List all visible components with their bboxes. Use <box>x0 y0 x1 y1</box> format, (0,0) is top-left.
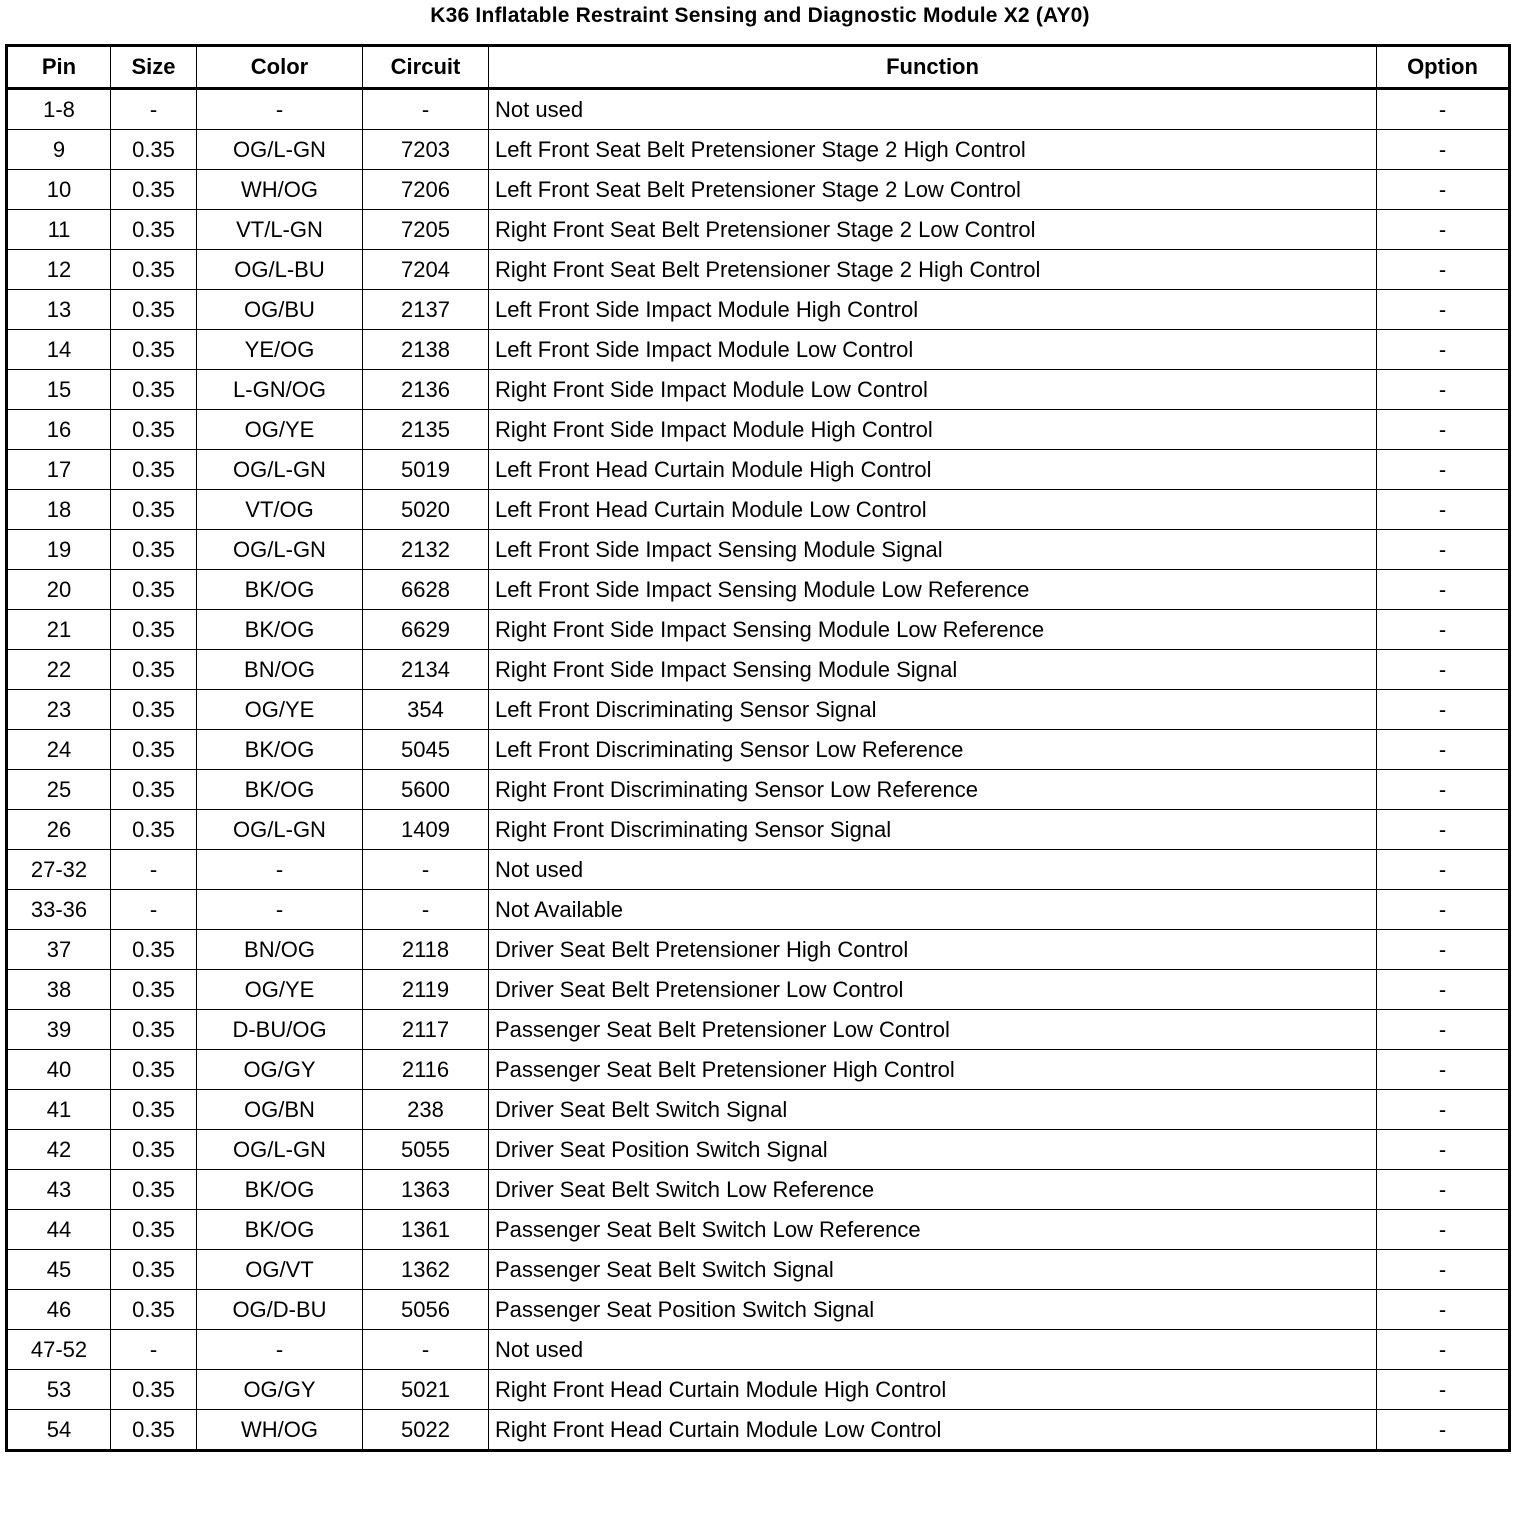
cell-size: 0.35 <box>111 410 197 450</box>
cell-pin: 54 <box>7 1410 111 1451</box>
cell-option: - <box>1377 1130 1510 1170</box>
cell-size: 0.35 <box>111 1410 197 1451</box>
table-row <box>7 810 1510 850</box>
cell-function: Left Front Head Curtain Module Low Control <box>489 490 1377 530</box>
table-row <box>7 410 1510 450</box>
header-row <box>7 46 1510 89</box>
cell-color: YE/OG <box>197 330 363 370</box>
table-row <box>7 650 1510 690</box>
cell-function: Driver Seat Position Switch Signal <box>489 1130 1377 1170</box>
cell-size: - <box>111 1330 197 1370</box>
cell-size: 0.35 <box>111 250 197 290</box>
table-row <box>7 1370 1510 1410</box>
cell-option: - <box>1377 930 1510 970</box>
cell-size: 0.35 <box>111 810 197 850</box>
cell-circuit: 7203 <box>363 130 489 170</box>
cell-circuit: - <box>363 1330 489 1370</box>
cell-pin: 47-52 <box>7 1330 111 1370</box>
header-circuit: Circuit <box>363 46 489 89</box>
cell-size: 0.35 <box>111 930 197 970</box>
cell-option: - <box>1377 1170 1510 1210</box>
cell-circuit: 2132 <box>363 530 489 570</box>
header-color: Color <box>197 46 363 89</box>
cell-circuit: 2118 <box>363 930 489 970</box>
cell-circuit: 6628 <box>363 570 489 610</box>
table-row <box>7 1050 1510 1090</box>
cell-color: OG/L-GN <box>197 130 363 170</box>
header-function: Function <box>489 46 1377 89</box>
cell-option: - <box>1377 890 1510 930</box>
cell-circuit: 2135 <box>363 410 489 450</box>
cell-function: Left Front Seat Belt Pretensioner Stage 2 High Control <box>489 130 1377 170</box>
cell-option: - <box>1377 690 1510 730</box>
cell-size: 0.35 <box>111 570 197 610</box>
cell-function: Not used <box>489 89 1377 130</box>
cell-color: OG/BU <box>197 290 363 330</box>
cell-circuit: 2138 <box>363 330 489 370</box>
cell-color: BK/OG <box>197 610 363 650</box>
cell-option: - <box>1377 730 1510 770</box>
cell-pin: 9 <box>7 130 111 170</box>
cell-function: Not used <box>489 850 1377 890</box>
cell-size: 0.35 <box>111 290 197 330</box>
cell-option: - <box>1377 570 1510 610</box>
cell-circuit: - <box>363 850 489 890</box>
table-row <box>7 1410 1510 1451</box>
table-row <box>7 690 1510 730</box>
cell-option: - <box>1377 810 1510 850</box>
cell-circuit: 5600 <box>363 770 489 810</box>
table-row <box>7 490 1510 530</box>
cell-size: 0.35 <box>111 370 197 410</box>
cell-function: Left Front Discriminating Sensor Low Reference <box>489 730 1377 770</box>
cell-function: Driver Seat Belt Switch Signal <box>489 1090 1377 1130</box>
cell-option: - <box>1377 210 1510 250</box>
cell-function: Left Front Side Impact Module High Control <box>489 290 1377 330</box>
table-row <box>7 730 1510 770</box>
cell-color: OG/VT <box>197 1250 363 1290</box>
cell-pin: 14 <box>7 330 111 370</box>
cell-option: - <box>1377 1290 1510 1330</box>
cell-option: - <box>1377 650 1510 690</box>
cell-color: WH/OG <box>197 170 363 210</box>
cell-option: - <box>1377 1010 1510 1050</box>
cell-pin: 21 <box>7 610 111 650</box>
table-row <box>7 970 1510 1010</box>
cell-color: OG/BN <box>197 1090 363 1130</box>
table-row <box>7 210 1510 250</box>
cell-circuit: 7206 <box>363 170 489 210</box>
cell-size: 0.35 <box>111 330 197 370</box>
cell-circuit: 5021 <box>363 1370 489 1410</box>
cell-pin: 33-36 <box>7 890 111 930</box>
cell-option: - <box>1377 1330 1510 1370</box>
pinout-table <box>5 44 1511 1452</box>
cell-circuit: 2119 <box>363 970 489 1010</box>
cell-circuit: 2136 <box>363 370 489 410</box>
cell-color: - <box>197 1330 363 1370</box>
cell-pin: 25 <box>7 770 111 810</box>
cell-circuit: 2117 <box>363 1010 489 1050</box>
cell-color: OG/L-GN <box>197 450 363 490</box>
cell-option: - <box>1377 450 1510 490</box>
cell-pin: 17 <box>7 450 111 490</box>
cell-circuit: 2116 <box>363 1050 489 1090</box>
cell-circuit: 354 <box>363 690 489 730</box>
cell-option: - <box>1377 770 1510 810</box>
table-header <box>7 46 1510 89</box>
cell-option: - <box>1377 330 1510 370</box>
cell-color: OG/YE <box>197 690 363 730</box>
cell-size: 0.35 <box>111 610 197 650</box>
table-row <box>7 930 1510 970</box>
cell-pin: 24 <box>7 730 111 770</box>
cell-color: L-GN/OG <box>197 370 363 410</box>
cell-function: Left Front Side Impact Module Low Control <box>489 330 1377 370</box>
cell-pin: 46 <box>7 1290 111 1330</box>
cell-option: - <box>1377 610 1510 650</box>
table-row <box>7 370 1510 410</box>
header-size: Size <box>111 46 197 89</box>
cell-pin: 39 <box>7 1010 111 1050</box>
cell-size: - <box>111 89 197 130</box>
cell-function: Right Front Side Impact Sensing Module Signal <box>489 650 1377 690</box>
cell-function: Left Front Seat Belt Pretensioner Stage 2 Low Control <box>489 170 1377 210</box>
table-row <box>7 250 1510 290</box>
cell-function: Not Available <box>489 890 1377 930</box>
cell-size: - <box>111 890 197 930</box>
cell-color: VT/L-GN <box>197 210 363 250</box>
cell-circuit: 2134 <box>363 650 489 690</box>
cell-circuit: 5020 <box>363 490 489 530</box>
cell-size: 0.35 <box>111 1210 197 1250</box>
table-row <box>7 1290 1510 1330</box>
cell-option: - <box>1377 1410 1510 1451</box>
cell-size: 0.35 <box>111 530 197 570</box>
cell-pin: 41 <box>7 1090 111 1130</box>
cell-size: 0.35 <box>111 490 197 530</box>
cell-circuit: 5022 <box>363 1410 489 1451</box>
cell-color: BK/OG <box>197 1210 363 1250</box>
cell-color: OG/D-BU <box>197 1290 363 1330</box>
cell-pin: 38 <box>7 970 111 1010</box>
cell-pin: 42 <box>7 1130 111 1170</box>
cell-function: Passenger Seat Belt Switch Low Reference <box>489 1210 1377 1250</box>
cell-circuit: 1361 <box>363 1210 489 1250</box>
cell-option: - <box>1377 530 1510 570</box>
cell-function: Right Front Discriminating Sensor Signal <box>489 810 1377 850</box>
cell-circuit: 238 <box>363 1090 489 1130</box>
cell-color: OG/YE <box>197 970 363 1010</box>
table-row <box>7 170 1510 210</box>
cell-color: OG/YE <box>197 410 363 450</box>
cell-circuit: 6629 <box>363 610 489 650</box>
cell-color: BN/OG <box>197 650 363 690</box>
cell-size: 0.35 <box>111 450 197 490</box>
cell-size: 0.35 <box>111 970 197 1010</box>
cell-option: - <box>1377 1090 1510 1130</box>
cell-function: Right Front Side Impact Sensing Module Low Reference <box>489 610 1377 650</box>
cell-function: Passenger Seat Belt Pretensioner High Control <box>489 1050 1377 1090</box>
cell-option: - <box>1377 170 1510 210</box>
cell-pin: 19 <box>7 530 111 570</box>
cell-option: - <box>1377 89 1510 130</box>
cell-function: Left Front Head Curtain Module High Control <box>489 450 1377 490</box>
cell-option: - <box>1377 410 1510 450</box>
cell-size: - <box>111 850 197 890</box>
cell-pin: 22 <box>7 650 111 690</box>
cell-option: - <box>1377 490 1510 530</box>
cell-option: - <box>1377 250 1510 290</box>
cell-color: - <box>197 89 363 130</box>
table-row <box>7 450 1510 490</box>
cell-function: Left Front Discriminating Sensor Signal <box>489 690 1377 730</box>
cell-color: - <box>197 850 363 890</box>
cell-option: - <box>1377 1050 1510 1090</box>
cell-circuit: 5055 <box>363 1130 489 1170</box>
cell-option: - <box>1377 1210 1510 1250</box>
cell-size: 0.35 <box>111 1170 197 1210</box>
cell-function: Passenger Seat Belt Pretensioner Low Control <box>489 1010 1377 1050</box>
cell-option: - <box>1377 970 1510 1010</box>
table-row <box>7 1250 1510 1290</box>
cell-function: Right Front Head Curtain Module High Control <box>489 1370 1377 1410</box>
cell-option: - <box>1377 370 1510 410</box>
cell-option: - <box>1377 1370 1510 1410</box>
table-row <box>7 770 1510 810</box>
cell-circuit: 2137 <box>363 290 489 330</box>
table-row <box>7 530 1510 570</box>
table-row <box>7 130 1510 170</box>
cell-function: Left Front Side Impact Sensing Module Signal <box>489 530 1377 570</box>
cell-function: Driver Seat Belt Switch Low Reference <box>489 1170 1377 1210</box>
cell-pin: 10 <box>7 170 111 210</box>
cell-pin: 1-8 <box>7 89 111 130</box>
cell-color: BN/OG <box>197 930 363 970</box>
cell-function: Right Front Side Impact Module Low Control <box>489 370 1377 410</box>
cell-size: 0.35 <box>111 1090 197 1130</box>
cell-size: 0.35 <box>111 210 197 250</box>
cell-color: OG/GY <box>197 1370 363 1410</box>
cell-function: Not used <box>489 1330 1377 1370</box>
table-row <box>7 1210 1510 1250</box>
cell-color: BK/OG <box>197 770 363 810</box>
cell-color: OG/L-BU <box>197 250 363 290</box>
cell-option: - <box>1377 1250 1510 1290</box>
table-row <box>7 610 1510 650</box>
cell-color: BK/OG <box>197 1170 363 1210</box>
cell-option: - <box>1377 130 1510 170</box>
cell-function: Right Front Side Impact Module High Control <box>489 410 1377 450</box>
table-row <box>7 1330 1510 1370</box>
cell-pin: 37 <box>7 930 111 970</box>
table-row <box>7 850 1510 890</box>
cell-color: OG/L-GN <box>197 530 363 570</box>
cell-circuit: 7204 <box>363 250 489 290</box>
cell-pin: 23 <box>7 690 111 730</box>
cell-pin: 43 <box>7 1170 111 1210</box>
cell-color: OG/L-GN <box>197 810 363 850</box>
cell-function: Right Front Discriminating Sensor Low Reference <box>489 770 1377 810</box>
table-row <box>7 1090 1510 1130</box>
cell-pin: 44 <box>7 1210 111 1250</box>
cell-circuit: 7205 <box>363 210 489 250</box>
cell-color: - <box>197 890 363 930</box>
cell-function: Passenger Seat Position Switch Signal <box>489 1290 1377 1330</box>
cell-pin: 53 <box>7 1370 111 1410</box>
cell-pin: 20 <box>7 570 111 610</box>
cell-color: BK/OG <box>197 570 363 610</box>
cell-size: 0.35 <box>111 1010 197 1050</box>
cell-color: VT/OG <box>197 490 363 530</box>
cell-pin: 26 <box>7 810 111 850</box>
cell-function: Right Front Seat Belt Pretensioner Stage 2 High Control <box>489 250 1377 290</box>
cell-circuit: - <box>363 890 489 930</box>
cell-size: 0.35 <box>111 690 197 730</box>
cell-option: - <box>1377 290 1510 330</box>
table-row <box>7 890 1510 930</box>
table-body <box>7 89 1510 1451</box>
cell-pin: 13 <box>7 290 111 330</box>
cell-circuit: - <box>363 89 489 130</box>
table-row <box>7 290 1510 330</box>
cell-pin: 27-32 <box>7 850 111 890</box>
cell-size: 0.35 <box>111 170 197 210</box>
cell-option: - <box>1377 850 1510 890</box>
cell-function: Passenger Seat Belt Switch Signal <box>489 1250 1377 1290</box>
cell-color: OG/GY <box>197 1050 363 1090</box>
cell-color: WH/OG <box>197 1410 363 1451</box>
cell-function: Right Front Head Curtain Module Low Control <box>489 1410 1377 1451</box>
table-row <box>7 330 1510 370</box>
cell-circuit: 5019 <box>363 450 489 490</box>
cell-size: 0.35 <box>111 1130 197 1170</box>
cell-function: Right Front Seat Belt Pretensioner Stage 2 Low Control <box>489 210 1377 250</box>
page-title: K36 Inflatable Restraint Sensing and Diagnostic Module X2 (AY0) <box>430 4 1090 27</box>
cell-circuit: 1362 <box>363 1250 489 1290</box>
cell-size: 0.35 <box>111 1050 197 1090</box>
cell-function: Driver Seat Belt Pretensioner High Control <box>489 930 1377 970</box>
cell-color: D-BU/OG <box>197 1010 363 1050</box>
cell-pin: 11 <box>7 210 111 250</box>
cell-circuit: 1363 <box>363 1170 489 1210</box>
cell-function: Left Front Side Impact Sensing Module Low Reference <box>489 570 1377 610</box>
cell-pin: 45 <box>7 1250 111 1290</box>
table-row <box>7 89 1510 130</box>
header-option: Option <box>1377 46 1510 89</box>
table-row <box>7 570 1510 610</box>
cell-size: 0.35 <box>111 1290 197 1330</box>
cell-pin: 16 <box>7 410 111 450</box>
table-row <box>7 1010 1510 1050</box>
cell-color: BK/OG <box>197 730 363 770</box>
cell-circuit: 1409 <box>363 810 489 850</box>
cell-size: 0.35 <box>111 130 197 170</box>
cell-color: OG/L-GN <box>197 1130 363 1170</box>
cell-circuit: 5056 <box>363 1290 489 1330</box>
cell-pin: 12 <box>7 250 111 290</box>
cell-size: 0.35 <box>111 730 197 770</box>
cell-size: 0.35 <box>111 770 197 810</box>
header-pin: Pin <box>7 46 111 89</box>
cell-circuit: 5045 <box>363 730 489 770</box>
cell-size: 0.35 <box>111 1250 197 1290</box>
cell-pin: 18 <box>7 490 111 530</box>
cell-pin: 40 <box>7 1050 111 1090</box>
cell-size: 0.35 <box>111 1370 197 1410</box>
cell-function: Driver Seat Belt Pretensioner Low Control <box>489 970 1377 1010</box>
table-row <box>7 1130 1510 1170</box>
table-row <box>7 1170 1510 1210</box>
cell-size: 0.35 <box>111 650 197 690</box>
cell-pin: 15 <box>7 370 111 410</box>
